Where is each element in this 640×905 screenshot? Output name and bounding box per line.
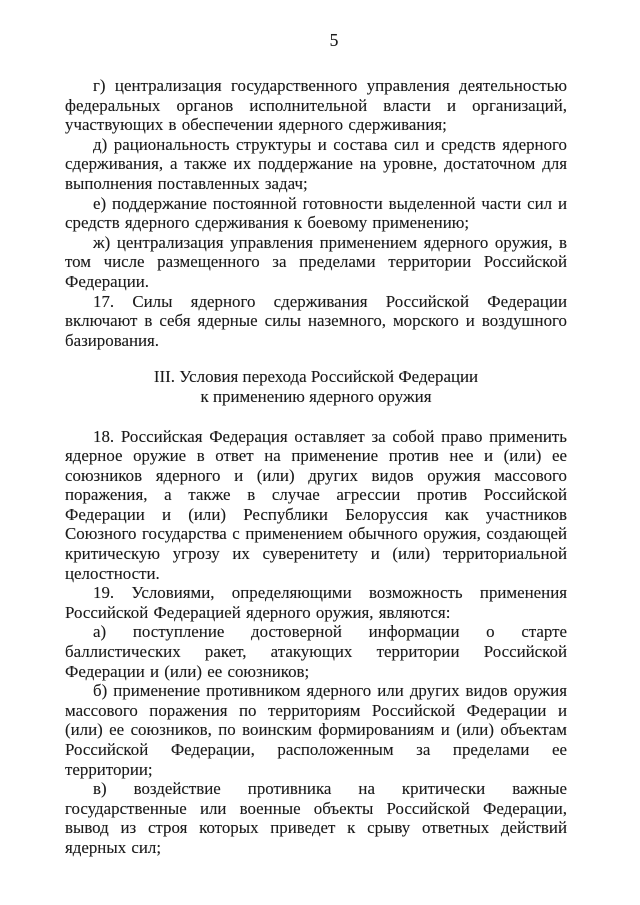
paragraph-item-v: в) воздействие противника на критически важные государственные или военные объекты Российской Федерации, вывод из строя которых приведет к срыву ответных действий ядерных сил; [65, 779, 567, 857]
paragraph-item-17: 17. Силы ядерного сдерживания Российской Федерации включают в себя ядерные силы наземного, морского и воздушного базирования. [65, 291, 567, 350]
paragraph-item-g: г) централизация государственного управления деятельностью федеральных органов исполнительной власти и организаций, участвующих в обеспечении ядерного сдерживания; [65, 76, 567, 135]
paragraph-item-a: а) поступление достоверной информации о старте баллистических ракет, атакующих территории Российской Федерации и (или) ее союзников; [65, 622, 567, 681]
paragraph-item-zh: ж) централизация управления применением ядерного оружия, в том числе размещенного за пределами территории Российской Федерации. [65, 232, 567, 291]
paragraph-item-19: 19. Условиями, определяющими возможность применения Российской Федерацией ядерного оружия, являются: [65, 583, 567, 622]
paragraph-item-b: б) применение противником ядерного или других видов оружия массового поражения по территориям Российской Федерации и (или) ее союзников, по воинским формированиям и (или) объектам Российской Федерации, расположенным за пределами ее территории; [65, 681, 567, 779]
section-heading [65, 367, 567, 406]
paragraph-item-18: 18. Российская Федерация оставляет за собой право применить ядерное оружие в ответ на применение против нее и (или) ее союзников ядерного и (или) других видов оружия массового поражения, а также в случае агрессии против Российской Федерации и (или) Республики Белоруссия как участников Союзного государства с применением обычного оружия, создающей критическую угрозу их суверенитету и (или) территориальной целостности. [65, 426, 567, 583]
paragraph-item-e: е) поддержание постоянной готовности выделенной части сил и средств ядерного сдерживания к боевому применению; [65, 193, 567, 233]
section-heading-line2: к применению ядерного оружия [200, 386, 432, 406]
page-number: 5 [329, 30, 339, 50]
document-page [65, 0, 567, 858]
paragraph-item-d: д) рациональность структуры и состава сил и средств ядерного сдерживания, а также их поддержание на уровне, достаточном для выполнения поставленных задач; [65, 134, 567, 193]
section-heading-line1: III. Условия перехода Российской Федерации [153, 367, 479, 387]
